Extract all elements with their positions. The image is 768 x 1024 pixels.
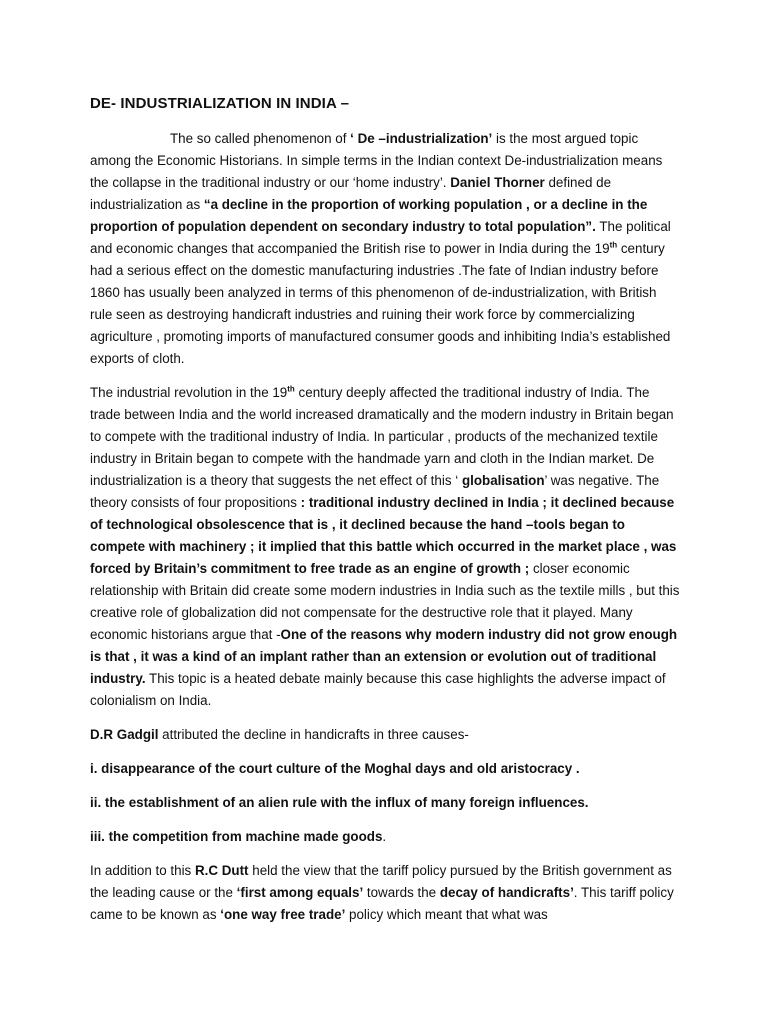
paragraph-dutt	[90, 860, 680, 926]
text-run: century had a serious effect on the domestic manufacturing industries .The fate of Indian industry before 1860 has usually been analyzed in terms of this phenomenon of de-industrialization, with British rule seen as destroying handicraft industries and ruining their work force by commercializing agriculture , promoting imports of manufactured consumer goods and inhibiting India’s established exports of cloth.	[90, 241, 671, 366]
cause-item-3	[90, 826, 680, 848]
paragraph-intro	[90, 128, 680, 370]
argument-bold: One of the reasons why modern industry did not grow enough is that , it was a kind of an implant rather than an extension or evolution out of traditional industry.	[90, 627, 678, 686]
text-run: towards the	[363, 885, 440, 900]
superscript: th	[287, 384, 295, 394]
propositions-bold: : traditional industry declined in India ; it declined because of technological obsolescence that is , it declined because the hand –tools began to compete with machinery ; it implied that this battle which occurred in the market place , was forced by Britain’s commitment to free trade as an engine of growth ;	[90, 495, 677, 576]
cause-text: i. disappearance of the court culture of the Moghal days and old aristocracy .	[90, 761, 580, 776]
author-name: Daniel Thorner	[450, 175, 545, 190]
text-run: In addition to this	[90, 863, 195, 878]
bold-term: decay of handicrafts’	[439, 885, 574, 900]
text-run: The so called phenomenon of	[170, 131, 351, 146]
bold-term: globalisation	[461, 473, 545, 488]
paragraph-gadgil	[90, 724, 680, 746]
text-run: held the view that the tariff policy pursued by the British government as the leading cause or the	[90, 863, 672, 900]
text-run: defined de industrialization as	[90, 175, 612, 212]
cause-item-1	[90, 758, 680, 780]
text-run: closer economic relationship with Britain did create some modern industries in India such as the textile mills , but this creative role of globalization did not compensate for the destructive role that it played. Many economic historians argue that -	[90, 561, 680, 642]
bold-term: ‘ De –industrialization’	[350, 131, 493, 146]
author-name: D.R Gadgil	[90, 727, 159, 742]
text-run: . This tariff policy came to be known as	[90, 885, 674, 922]
text-run: This topic is a heated debate mainly because this case highlights the adverse impact of colonialism on India.	[90, 671, 666, 708]
cause-item-2	[90, 792, 680, 814]
text-run: .	[382, 829, 387, 844]
text-run: is the most argued topic among the Economic Historians. In simple terms in the Indian context De-industrialization means the collapse in the traditional industry or our ‘home industry’.	[90, 131, 663, 190]
text-run: policy which meant that what was	[345, 907, 548, 922]
text-run: attributed the decline in handicrafts in three causes-	[158, 727, 469, 742]
text-run: The political and economic changes that accompanied the British rise to power in India during the 19	[90, 219, 671, 256]
cause-text: iii. the competition from machine made goods	[90, 829, 383, 844]
superscript: th	[609, 240, 618, 250]
paragraph-industrial-revolution	[90, 382, 680, 712]
cause-text: ii. the establishment of an alien rule with the influx of many foreign influences.	[90, 795, 589, 810]
text-run: ’ was negative. The theory consists of four propositions	[90, 473, 660, 510]
definition-quote: “a decline in the proportion of working population , or a decline in the proportion of population dependent on secondary industry to total population”.	[90, 197, 648, 234]
document-title: DE- INDUSTRIALIZATION IN INDIA –	[90, 95, 350, 112]
bold-term: ‘first among equals’	[236, 885, 364, 900]
bold-term: ‘one way free trade’	[220, 907, 346, 922]
text-run: century deeply affected the traditional industry of India. The trade between India and the world increased dramatically and the modern industry in Britain began to compete with the traditional industry of India. In particular , products of the mechanized textile industry in Britain began to compete with the handmade yarn and cloth in the Indian market. De industrialization is a theory that suggests the net effect of this ‘	[90, 385, 674, 488]
document-body	[90, 94, 680, 938]
text-run: The industrial revolution in the 19	[90, 385, 288, 400]
author-name: R.C Dutt	[194, 863, 249, 878]
